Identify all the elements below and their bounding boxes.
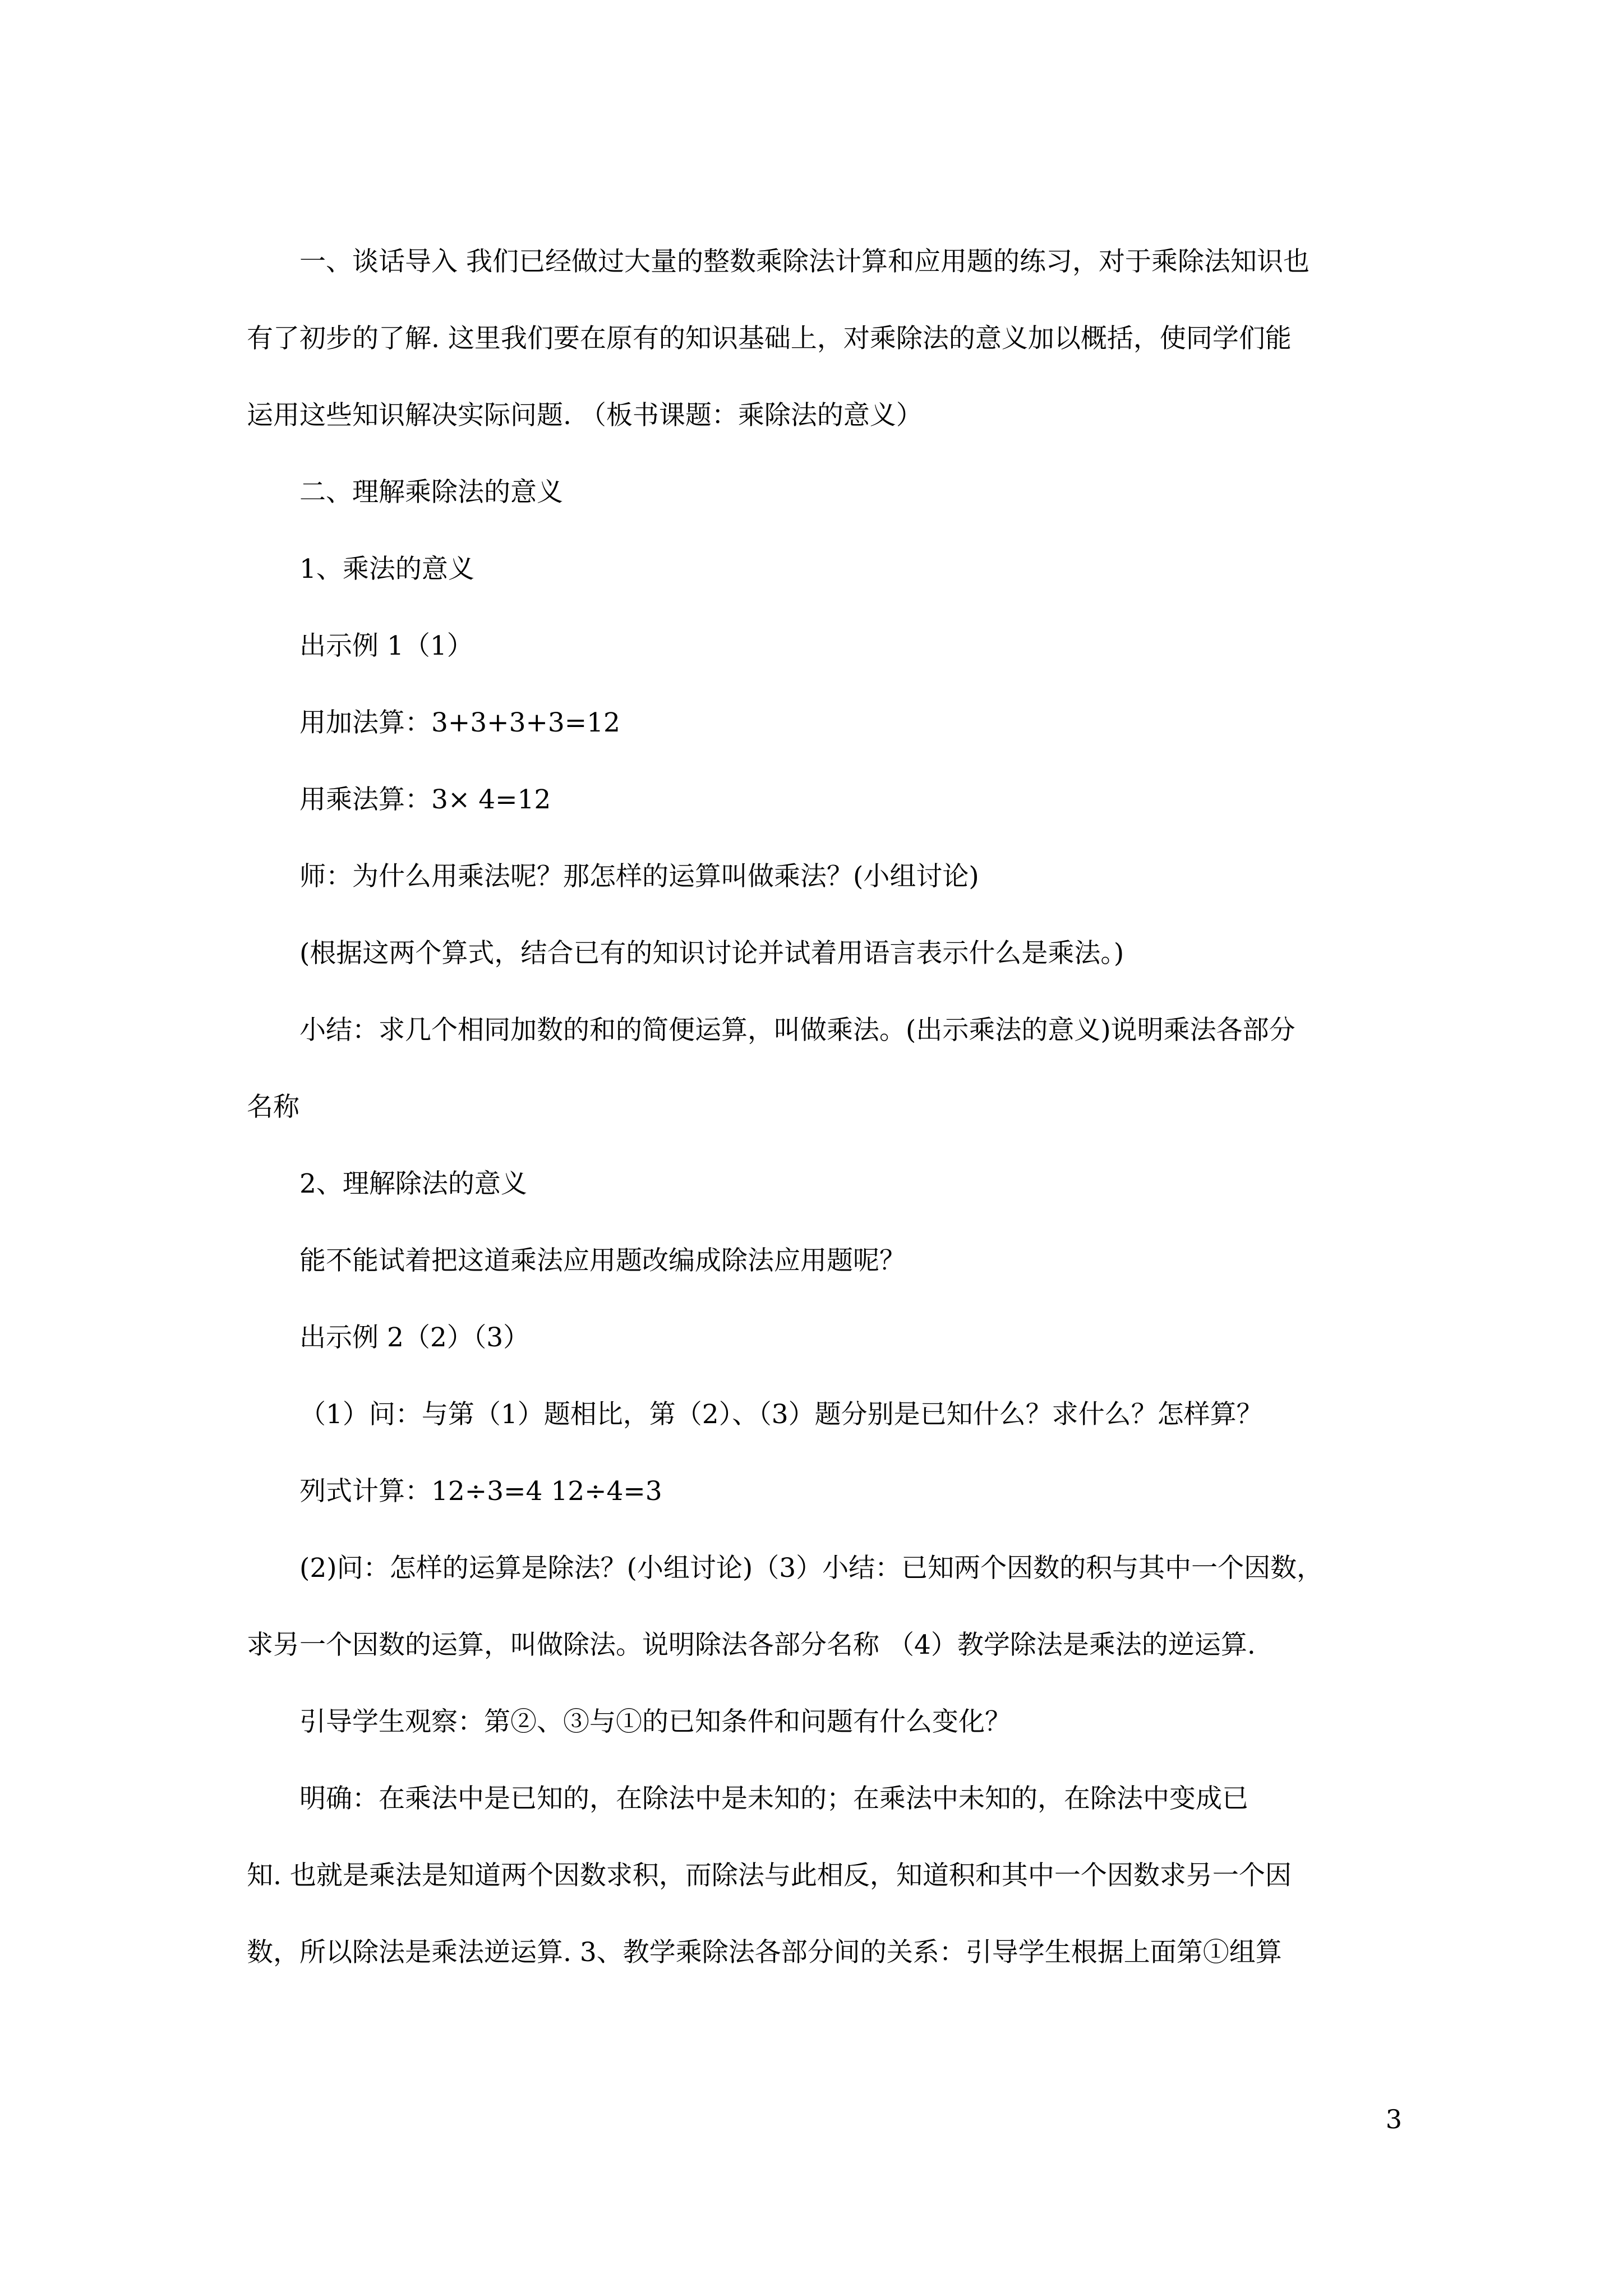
paragraph-division-definition	[247, 1530, 1402, 1683]
text-line: 引导学生观察：第②、③与①的已知条件和问题有什么变化？	[299, 1706, 1011, 1737]
text-line: 能不能试着把这道乘法应用题改编成除法应用题呢？	[299, 1245, 906, 1276]
text-line: 师：为什么用乘法呢？那怎样的运算叫做乘法？(小组讨论)	[299, 861, 979, 892]
text-line: (根据这两个算式，结合已有的知识讨论并试着用语言表示什么是乘法。)	[299, 938, 1124, 969]
paragraph-intro	[247, 223, 1402, 454]
section-heading: 二、理解乘除法的意义	[299, 477, 563, 508]
equation-line: 列式计算：12÷3=4 12÷4=3	[299, 1476, 662, 1507]
text-line: 明确：在乘法中是已知的，在除法中是未知的；在乘法中未知的，在除法中变成已	[299, 1783, 1248, 1814]
text-line: 名称	[247, 1092, 299, 1122]
paragraph-clarification	[247, 1760, 1402, 1991]
page-number: 3	[1385, 2104, 1402, 2134]
text-line: 运用这些知识解决实际问题. （板书课题：乘除法的意义）	[247, 400, 923, 431]
text-line: 一、谈话导入 我们已经做过大量的整数乘除法计算和应用题的练习，对于乘除法知识也	[299, 246, 1310, 277]
text-line: 数，所以除法是乘法逆运算. 3、教学乘除法各部分间的关系：引导学生根据上面第①组算	[247, 1937, 1282, 1968]
subsection-heading: 1、乘法的意义	[299, 554, 474, 585]
text-line: 知. 也就是乘法是知道两个因数求积，而除法与此相反，知道积和其中一个因数求另一个因	[247, 1860, 1292, 1891]
example-label: 出示例 1（1）	[299, 631, 473, 661]
text-line: (2)问：怎样的运算是除法？(小组讨论)（3）小结：已知两个因数的积与其中一个因数，	[299, 1553, 1324, 1584]
text-line: （1）问：与第（1）题相比，第（2）、（3）题分别是已知什么？求什么？怎样算？	[299, 1399, 1263, 1430]
text-line: 求另一个因数的运算，叫做除法。说明除法各部分名称 （4）教学除法是乘法的逆运算.	[247, 1630, 1256, 1660]
text-line: 有了初步的了解. 这里我们要在原有的知识基础上，对乘除法的意义加以概括，使同学们能	[247, 323, 1292, 354]
paragraph-summary-multiplication	[247, 992, 1402, 1145]
equation-line: 用加法算：3+3+3+3=12	[299, 707, 620, 738]
subsection-heading: 2、理解除法的意义	[299, 1168, 527, 1199]
document-body	[247, 223, 1402, 1991]
equation-line: 用乘法算：3× 4=12	[299, 784, 551, 815]
example-label: 出示例 2（2）（3）	[299, 1322, 530, 1353]
text-line: 小结：求几个相同加数的和的简便运算，叫做乘法。(出示乘法的意义)说明乘法各部分	[299, 1015, 1295, 1046]
